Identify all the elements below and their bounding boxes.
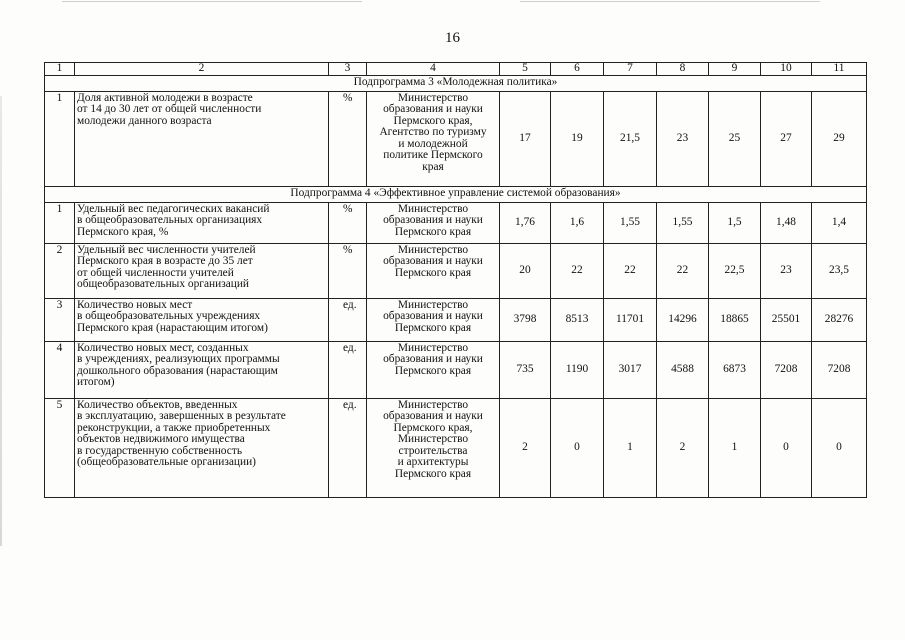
value-cell: 25501: [761, 298, 812, 341]
value-cell: 1,48: [761, 202, 812, 243]
value-cell: 18865: [709, 298, 761, 341]
value-cell: 23: [657, 91, 709, 186]
value-cell: 19: [551, 91, 604, 186]
value-cell: 7208: [761, 341, 812, 398]
value-cell: 3798: [500, 298, 551, 341]
unit-cell: %: [329, 202, 367, 243]
row-number: 1: [45, 91, 75, 186]
table-row: [45, 202, 867, 243]
column-number-cell: 7: [604, 63, 657, 76]
value-cell: 1: [604, 398, 657, 497]
executor-cell: Министерство образования и науки Пермского края, Агентство по туризму и молодежной политике Пермского края: [367, 91, 500, 186]
value-cell: 4588: [657, 341, 709, 398]
value-cell: 8513: [551, 298, 604, 341]
value-cell: 1: [709, 398, 761, 497]
column-number-cell: 10: [761, 63, 812, 76]
indicator-name: Удельный вес численности учителей Пермского края в возрасте до 35 лет от общей численности учителей общеобразовательных организаций: [75, 243, 329, 298]
row-number: 4: [45, 341, 75, 398]
row-number: 1: [45, 202, 75, 243]
value-cell: 1,5: [709, 202, 761, 243]
value-cell: 14296: [657, 298, 709, 341]
indicator-name: Количество объектов, введенных в эксплуатацию, завершенных в результате реконструкции, а также приобретенных объектов недвижимого имущества в государственную собственность (общеобразовательные организации): [75, 398, 329, 497]
value-cell: 1,55: [657, 202, 709, 243]
row-number: 2: [45, 243, 75, 298]
column-number-cell: 3: [329, 63, 367, 76]
value-cell: 735: [500, 341, 551, 398]
unit-cell: ед.: [329, 298, 367, 341]
value-cell: 1190: [551, 341, 604, 398]
column-number-cell: 11: [812, 63, 867, 76]
indicator-name: Удельный вес педагогических вакансий в общеобразовательных организациях Пермского края, %: [75, 202, 329, 243]
executor-cell: Министерство образования и науки Пермского края, Министерство строительства и архитектуры Пермского края: [367, 398, 500, 497]
value-cell: 2: [500, 398, 551, 497]
value-cell: 6873: [709, 341, 761, 398]
value-cell: 22: [657, 243, 709, 298]
executor-cell: Министерство образования и науки Пермского края: [367, 202, 500, 243]
scan-edge-shadow: [0, 96, 2, 546]
section-header-row: [45, 75, 867, 91]
unit-cell: ед.: [329, 398, 367, 497]
table-row: [45, 341, 867, 398]
table-row: [45, 398, 867, 497]
section-title: Подпрограмма 3 «Молодежная политика»: [45, 75, 867, 91]
value-cell: 27: [761, 91, 812, 186]
value-cell: 22: [604, 243, 657, 298]
value-cell: 23: [761, 243, 812, 298]
value-cell: 11701: [604, 298, 657, 341]
value-cell: 3017: [604, 341, 657, 398]
row-number: 3: [45, 298, 75, 341]
value-cell: 1,4: [812, 202, 867, 243]
row-number: 5: [45, 398, 75, 497]
value-cell: 1,6: [551, 202, 604, 243]
column-number-cell: 6: [551, 63, 604, 76]
table-row: [45, 298, 867, 341]
column-number-row: [45, 63, 867, 76]
column-number-cell: 8: [657, 63, 709, 76]
value-cell: 7208: [812, 341, 867, 398]
table-row: [45, 243, 867, 298]
value-cell: 25: [709, 91, 761, 186]
table-row: [45, 91, 867, 186]
column-number-cell: 2: [75, 63, 329, 76]
executor-cell: Министерство образования и науки Пермского края: [367, 341, 500, 398]
indicator-name: Доля активной молодежи в возрасте от 14 до 30 лет от общей численности молодежи данного возраста: [75, 91, 329, 186]
indicators-table: [44, 62, 867, 498]
executor-cell: Министерство образования и науки Пермского края: [367, 298, 500, 341]
unit-cell: %: [329, 243, 367, 298]
unit-cell: %: [329, 91, 367, 186]
section-title: Подпрограмма 4 «Эффективное управление системой образования»: [45, 186, 867, 202]
indicator-name: Количество новых мест, созданных в учреждениях, реализующих программы дошкольного образования (нарастающим итогом): [75, 341, 329, 398]
value-cell: 0: [551, 398, 604, 497]
value-cell: 0: [812, 398, 867, 497]
value-cell: 22,5: [709, 243, 761, 298]
value-cell: 2: [657, 398, 709, 497]
column-number-cell: 4: [367, 63, 500, 76]
executor-cell: Министерство образования и науки Пермского края: [367, 243, 500, 298]
value-cell: 22: [551, 243, 604, 298]
column-number-cell: 1: [45, 63, 75, 76]
column-number-cell: 5: [500, 63, 551, 76]
value-cell: 20: [500, 243, 551, 298]
table-body: [45, 63, 867, 498]
value-cell: 0: [761, 398, 812, 497]
indicator-name: Количество новых мест в общеобразовательных учреждениях Пермского края (нарастающим итогом): [75, 298, 329, 341]
column-number-cell: 9: [709, 63, 761, 76]
value-cell: 1,76: [500, 202, 551, 243]
value-cell: 17: [500, 91, 551, 186]
value-cell: 1,55: [604, 202, 657, 243]
unit-cell: ед.: [329, 341, 367, 398]
scan-artifact-line: [520, 1, 820, 2]
value-cell: 28276: [812, 298, 867, 341]
page-number: 16: [445, 30, 460, 46]
value-cell: 29: [812, 91, 867, 186]
section-header-row: [45, 186, 867, 202]
value-cell: 23,5: [812, 243, 867, 298]
scan-artifact-line: [62, 1, 362, 2]
value-cell: 21,5: [604, 91, 657, 186]
